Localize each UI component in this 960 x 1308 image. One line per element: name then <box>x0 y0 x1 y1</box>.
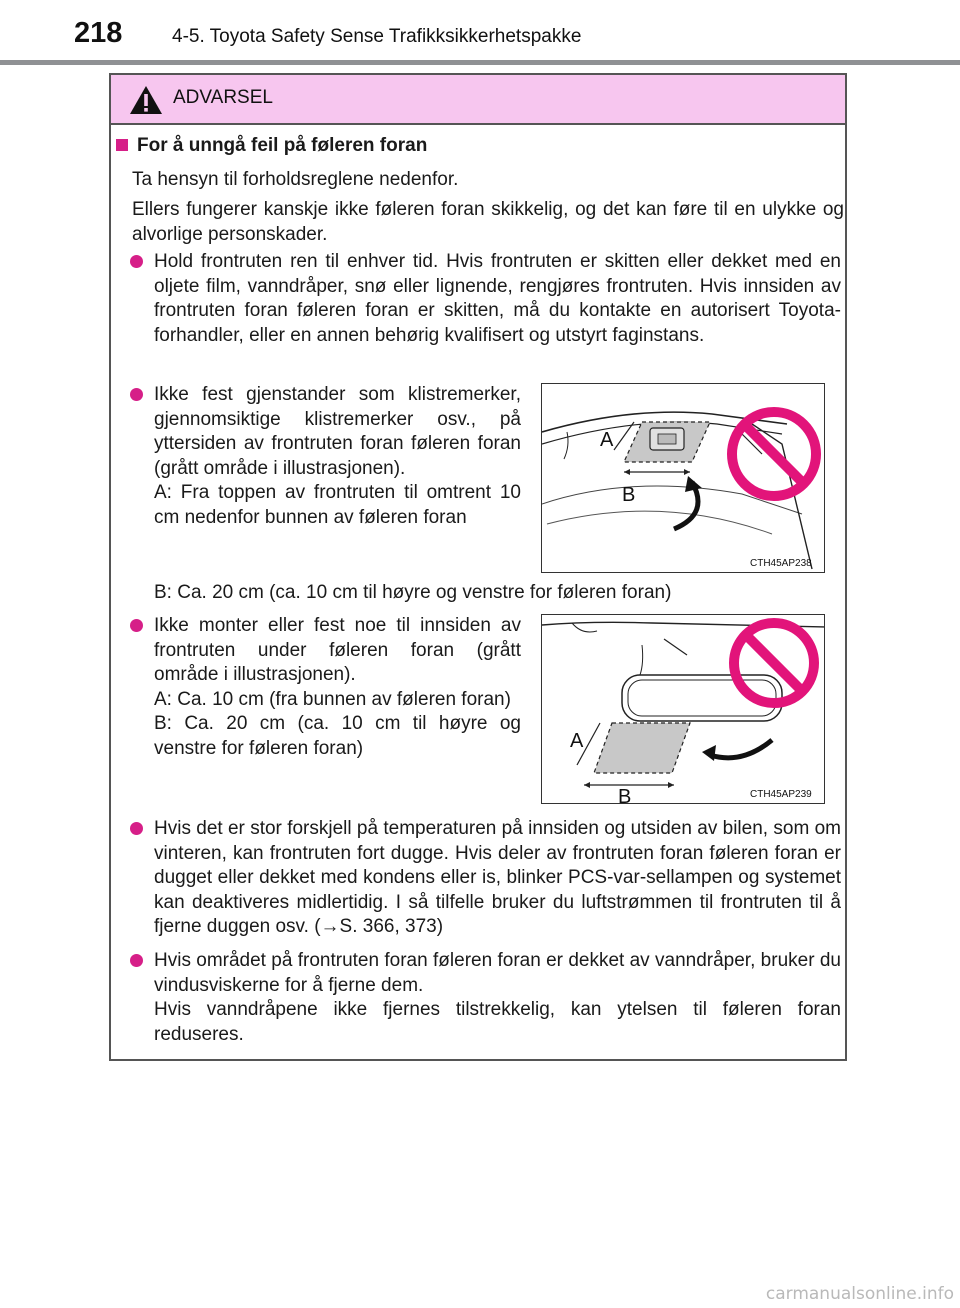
warning-triangle-icon <box>129 85 163 115</box>
bullet-1-text: Hold frontruten ren til enhver tid. Hvis frontruten er skitten eller dekket med en oljete film, vanndråper, snø eller lignende, rengjøres frontruten. Hvis innsiden av frontruten foran føleren foran er skitten, må du kontakte en autorisert Toyota-forhandler, eller en annen behørig kvalifisert og utstyrt faginstans. <box>154 251 841 346</box>
figure-1-label-b: B <box>622 484 636 506</box>
square-bullet-icon <box>116 139 128 151</box>
illustration-windshield-outside <box>541 383 825 573</box>
page-number: 218 <box>74 17 123 49</box>
bullet-dot-icon <box>130 954 143 967</box>
illustration-windshield-inside <box>541 614 825 804</box>
page-header <box>0 0 960 70</box>
bullet-dot-icon <box>130 255 143 268</box>
figure-1-label-a: A <box>600 429 614 451</box>
warning-heading-text: For å unngå feil på føleren foran <box>137 135 428 156</box>
warning-box <box>109 73 847 1061</box>
section-title: 4-5. Toyota Safety Sense Trafikksikkerhetspakke <box>172 26 582 47</box>
warning-header <box>111 75 845 125</box>
figure-2-code: CTH45AP239 <box>750 789 812 800</box>
intro-text-2: Ellers fungerer kanskje ikke føleren foran skikkelig, og det kan føre til en ulykke og alvorlige personskader. <box>132 199 844 245</box>
bullet-3-text: Ikke monter eller fest noe til innsiden av frontruten under føleren foran (grått område i illustrasjonen). A: Ca. 10 cm (fra bunnen av føleren foran) B: Ca. 20 cm (ca. 10 cm til høyre og venstre for føleren foran) <box>154 615 521 759</box>
bullet-5-text: Hvis området på frontruten foran føleren foran er dekket av vanndråper, bruker du vindusviskerne for å fjerne dem. Hvis vanndråpene ikke fjernes tilstrekkelig, kan ytelsen til føleren foran reduseres. <box>154 950 841 1045</box>
warning-heading <box>116 135 427 157</box>
bullet-dot-icon <box>130 619 143 632</box>
warning-label: ADVARSEL <box>173 87 273 108</box>
figure-2-label-b: B <box>618 786 632 804</box>
watermark: carmanualsonline.info <box>765 1284 954 1304</box>
bullet-2-text: Ikke fest gjenstander som klistremerker, gjennomsiktige klistremerker osv., på yttersiden av frontruten foran føleren foran (grått område i illustrasjonen). A: Fra toppen av frontruten til omtrent 10 cm nedenfor bunnen av føleren foran <box>154 384 521 528</box>
figure-1-code: CTH45AP238 <box>750 558 812 569</box>
bullet-2-continued: B: Ca. 20 cm (ca. 10 cm til høyre og venstre for føleren foran) <box>154 582 672 603</box>
figure-2-label-a: A <box>570 730 584 752</box>
bullet-dot-icon <box>130 388 143 401</box>
bullet-4-text: Hvis det er stor forskjell på temperaturen på innsiden og utsiden av bilen, som om vinteren, kan frontruten fort dugge. Hvis deler av frontruten foran føleren foran er dugget eller dekket med kondens eller is, blinker PCS-var-sellampen og systemet kan deaktiveres midlertidig. I så tilfelle bruker du luftstrømmen til frontruten til å fjerne duggen osv. (→S. 366, 373) <box>154 818 841 938</box>
intro-text-1: Ta hensyn til forholdsreglene nedenfor. <box>132 169 459 190</box>
header-divider <box>0 60 960 65</box>
bullet-dot-icon <box>130 822 143 835</box>
